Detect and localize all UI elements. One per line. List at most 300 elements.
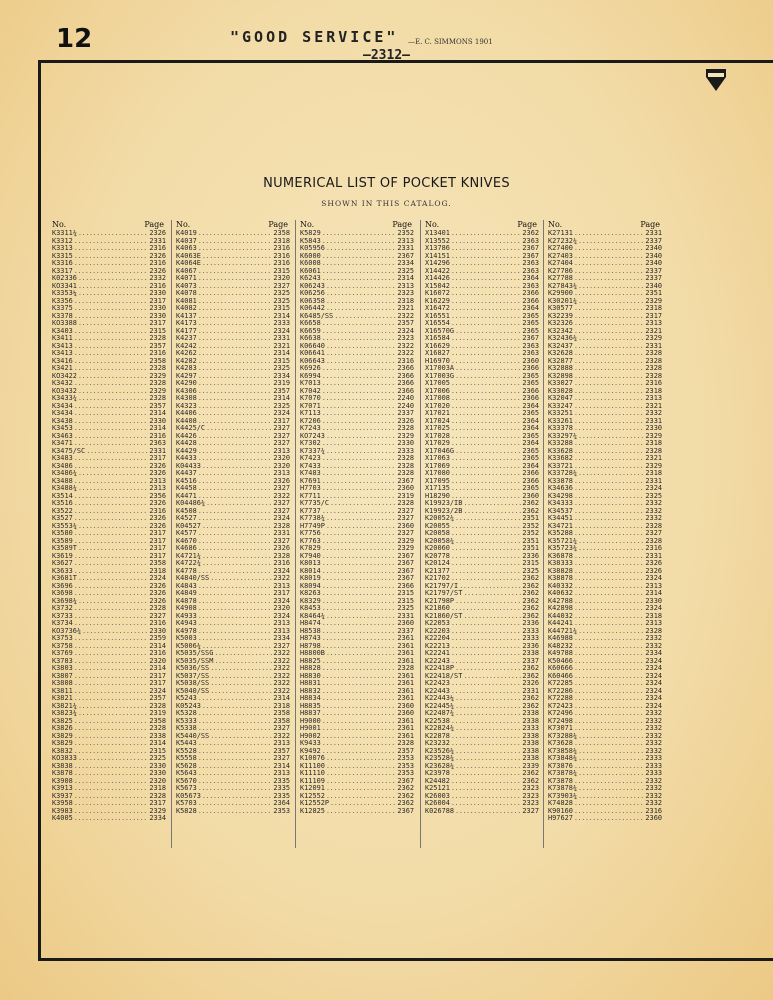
leader-dots: [206, 425, 272, 433]
knife-number: K06243: [300, 282, 325, 290]
knife-number: K5003: [176, 635, 197, 642]
knife-entry: [48, 688, 168, 696]
leader-dots: [455, 365, 521, 373]
leader-dots: [74, 238, 149, 246]
leader-dots: [198, 380, 273, 388]
knife-number: K7302: [300, 440, 321, 447]
knife-entry: [421, 635, 541, 643]
knife-entry: [296, 455, 416, 463]
knife-number: K3589: [52, 537, 73, 545]
catalog-page-ref: 2317: [149, 680, 166, 687]
catalog-page-ref: 2357: [273, 387, 290, 395]
knife-number: K27786: [548, 267, 573, 275]
catalog-page-ref: 2318: [645, 612, 662, 620]
catalog-page-ref: 2326: [149, 462, 166, 470]
leader-dots: [322, 253, 397, 261]
knife-entry: [48, 778, 168, 786]
catalog-page-ref: 2365: [522, 410, 539, 417]
catalog-page-ref: 2324: [149, 575, 166, 582]
knife-number: K7829: [300, 545, 321, 552]
catalog-page-ref: 2330: [149, 762, 166, 770]
knife-number: K06640: [300, 342, 325, 350]
masthead-title: "GOOD SERVICE": [230, 28, 399, 46]
knife-number: K3553¾: [52, 522, 77, 530]
catalog-page-ref: 2320: [149, 657, 166, 665]
leader-dots: [322, 695, 397, 703]
leader-dots: [198, 238, 273, 246]
knife-number: K20124: [425, 560, 450, 567]
knife-number: K23232: [425, 740, 450, 747]
knife-entry: [544, 710, 664, 718]
leader-dots: [202, 560, 272, 568]
knife-number: K4290: [176, 380, 197, 387]
knife-entry: [296, 620, 416, 628]
knife-entry: [296, 373, 416, 381]
knife-number: K3434: [52, 410, 73, 417]
knife-number: K7423: [300, 455, 321, 462]
catalog-page-ref: 2319: [397, 492, 414, 500]
knife-number: K33027: [548, 380, 573, 387]
catalog-page-ref: 2325: [397, 267, 414, 275]
knife-number: K4425/C: [176, 425, 206, 432]
knife-number: K12091: [300, 785, 325, 792]
catalog-page-ref: 2338: [522, 650, 539, 657]
knife-number: K22241: [425, 650, 450, 657]
catalog-page-ref: 2357: [149, 695, 166, 702]
knife-number: K22538: [425, 717, 450, 725]
leader-dots: [451, 568, 521, 576]
catalog-page-ref: 2365: [522, 485, 539, 492]
knife-number: K27232¾: [548, 237, 578, 245]
leader-dots: [74, 268, 149, 276]
catalog-page-ref: 2331: [645, 417, 662, 425]
leader-dots: [574, 530, 644, 538]
catalog-page-ref: 2363: [522, 260, 539, 267]
catalog-page-ref: 2329: [149, 807, 166, 815]
leader-dots: [463, 590, 521, 598]
knife-number: K3783: [52, 657, 73, 665]
catalog-page-ref: 2327: [522, 807, 539, 815]
catalog-page-ref: 2353: [273, 807, 290, 815]
catalog-page-ref: 2326: [149, 590, 166, 597]
knife-entry: [544, 485, 664, 493]
catalog-page-ref: 2358: [273, 230, 290, 237]
leader-dots: [78, 755, 148, 763]
leader-dots: [578, 298, 644, 306]
catalog-page-ref: 2332: [645, 777, 662, 785]
catalog-page-ref: 2326: [273, 545, 290, 552]
knife-number: K7337¾: [300, 447, 325, 455]
catalog-page-ref: 2360: [397, 522, 414, 530]
catalog-page-ref: 2322: [273, 492, 290, 500]
knife-entry: [48, 665, 168, 673]
knife-number: H8828: [300, 665, 321, 672]
catalog-page-ref: 2328: [149, 335, 166, 342]
knife-number: K3753: [52, 635, 73, 642]
catalog-page-ref: 2340: [645, 260, 662, 267]
knife-number: K3627: [52, 560, 73, 567]
knife-number: X17025: [425, 425, 450, 432]
catalog-page-ref: 2326: [149, 522, 166, 530]
knife-entry: [544, 245, 664, 253]
catalog-page-ref: 2330: [149, 305, 166, 312]
knife-entry: [48, 305, 168, 313]
catalog-page-ref: 2322: [273, 672, 290, 680]
knife-entry: [48, 425, 168, 433]
knife-entry: [296, 793, 416, 801]
leader-dots: [574, 673, 644, 681]
catalog-page-ref: 2333: [645, 755, 662, 762]
knife-entry: [421, 335, 541, 343]
knife-number: X17008: [425, 395, 450, 402]
leader-dots: [574, 493, 644, 501]
knife-entry: [172, 358, 292, 366]
leader-dots: [198, 433, 273, 441]
catalog-page-ref: 2357: [149, 402, 166, 410]
knife-number: K33628: [548, 447, 573, 455]
catalog-page-ref: 2333: [522, 725, 539, 732]
knife-number: K7763: [300, 537, 321, 545]
knife-number: K21860/ST: [425, 612, 463, 620]
knife-entry: [421, 493, 541, 501]
catalog-page-ref: 2329: [397, 432, 414, 440]
knife-entry: [172, 763, 292, 771]
knife-number: K3808: [52, 680, 73, 687]
knife-number: K3486¾: [52, 470, 77, 477]
knife-number: K4458: [176, 485, 197, 492]
catalog-page-ref: 2361: [397, 672, 414, 680]
knife-entry: [296, 260, 416, 268]
knife-number: K3696: [52, 582, 73, 590]
leader-dots: [322, 395, 397, 403]
leader-dots: [574, 568, 644, 576]
knife-entry: [296, 500, 416, 508]
knife-number: K3769: [52, 650, 73, 657]
catalog-page-ref: 2361: [397, 635, 414, 642]
knife-entry: [544, 643, 664, 651]
leader-dots: [451, 298, 521, 306]
knife-entry: [296, 605, 416, 613]
catalog-page-ref: 2315: [273, 357, 290, 365]
leader-dots: [574, 245, 644, 253]
knife-number: K3356: [52, 297, 73, 305]
knife-number: K35288: [548, 530, 573, 537]
knife-number: X16629: [425, 342, 450, 350]
leader-dots: [322, 470, 397, 478]
knife-number: K6243: [300, 275, 321, 282]
knife-entry: [48, 373, 168, 381]
leader-dots: [198, 418, 273, 426]
catalog-page-ref: 2334: [397, 260, 414, 267]
catalog-page-ref: 2318: [273, 237, 290, 245]
knife-number: K3514: [52, 492, 73, 500]
knife-number: K34721: [548, 522, 573, 530]
catalog-page-ref: 2328: [645, 537, 662, 545]
knife-number: K73878¾: [548, 785, 578, 792]
leader-dots: [451, 560, 521, 568]
leader-dots: [74, 635, 149, 643]
knife-entry: [48, 455, 168, 463]
leader-dots: [322, 238, 397, 246]
knife-entry: [172, 388, 292, 396]
knife-number: K20058¾: [425, 537, 455, 545]
knife-entry: [421, 665, 541, 673]
leader-dots: [202, 553, 272, 561]
knife-entry: [421, 568, 541, 576]
leader-dots: [330, 800, 396, 808]
catalog-page-ref: 2329: [149, 372, 166, 380]
catalog-page-ref: 2327: [273, 485, 290, 492]
leader-dots: [578, 628, 644, 636]
knife-entry: [48, 275, 168, 283]
leader-dots: [451, 358, 521, 366]
catalog-page-ref: 2314: [273, 350, 290, 357]
catalog-page-ref: 2319: [273, 380, 290, 387]
knife-entry: [172, 658, 292, 666]
leader-dots: [198, 403, 273, 411]
knife-entry: [544, 493, 664, 501]
knife-entry: [544, 635, 664, 643]
catalog-page-ref: 2317: [149, 320, 166, 327]
catalog-page-ref: 2340: [645, 245, 662, 252]
knife-number: K4173: [176, 320, 197, 327]
leader-dots: [210, 733, 272, 741]
index-column: [420, 220, 541, 848]
catalog-page-ref: 2325: [273, 402, 290, 410]
knife-entry: [172, 313, 292, 321]
catalog-page-ref: 2316: [645, 380, 662, 387]
catalog-page-ref: 2363: [522, 267, 539, 275]
catalog-page-ref: 2333: [522, 627, 539, 635]
knife-entry: [172, 665, 292, 673]
knife-entry: [48, 478, 168, 486]
knife-number: K5035/SSG: [176, 650, 214, 657]
knife-entry: [544, 695, 664, 703]
knife-number: K50466: [548, 657, 573, 665]
knife-number: K32898: [548, 372, 573, 380]
leader-dots: [198, 620, 273, 628]
leader-dots: [74, 763, 149, 771]
leader-dots: [322, 583, 397, 591]
catalog-page-ref: 2328: [273, 552, 290, 560]
leader-dots: [578, 793, 644, 801]
knife-number: K3411: [52, 335, 73, 342]
knife-number: K12552: [300, 792, 325, 800]
knife-number: K40332: [548, 582, 573, 590]
leader-dots: [198, 710, 273, 718]
leader-dots: [574, 313, 644, 321]
catalog-page-ref: 2316: [149, 260, 166, 267]
knife-number: X17020: [425, 402, 450, 410]
leader-dots: [74, 463, 149, 471]
knife-entry: [421, 268, 541, 276]
leader-dots: [451, 260, 521, 268]
knife-number: K3732: [52, 605, 73, 612]
leader-dots: [455, 763, 521, 771]
knife-number: K3311¾: [52, 230, 77, 237]
catalog-page-ref: 2360: [522, 492, 539, 500]
knife-entry: [421, 740, 541, 748]
knife-number: H8832: [300, 687, 321, 695]
knife-entry: [296, 808, 416, 816]
catalog-page-ref: 2317: [273, 590, 290, 597]
knife-number: K3829: [52, 732, 73, 740]
knife-number: K3619: [52, 552, 73, 560]
leader-dots: [455, 328, 521, 336]
knife-number: K7737: [300, 507, 321, 515]
leader-dots: [78, 373, 148, 381]
knife-number: K4262: [176, 350, 197, 357]
knife-number: K8019: [300, 575, 321, 582]
leader-dots: [74, 680, 149, 688]
catalog-page-ref: 2359: [149, 635, 166, 642]
catalog-page-ref: 2334: [645, 650, 662, 657]
catalog-page-ref: 2325: [273, 365, 290, 372]
knife-entry: [296, 658, 416, 666]
catalog-page-ref: 2326: [522, 680, 539, 687]
leader-dots: [574, 778, 644, 786]
leader-dots: [574, 695, 644, 703]
knife-number: K11100: [300, 762, 325, 770]
knife-number: K4237: [176, 335, 197, 342]
catalog-page-ref: 2327: [273, 500, 290, 507]
leader-dots: [451, 268, 521, 276]
knife-entry: [172, 298, 292, 306]
leader-dots: [574, 350, 644, 358]
knife-entry: [544, 605, 664, 613]
number-header: No.: [176, 220, 191, 229]
knife-number: X15042: [425, 282, 450, 290]
knife-entry: [544, 388, 664, 396]
knife-entry: [48, 815, 168, 823]
catalog-page-ref: 2367: [397, 777, 414, 785]
knife-number: K3832: [52, 747, 73, 755]
catalog-page-ref: 2366: [522, 395, 539, 402]
knife-number: K12825: [300, 807, 325, 815]
knife-number: K06442: [300, 305, 325, 312]
leader-dots: [198, 388, 273, 396]
knife-number: K3826: [52, 725, 73, 732]
knife-number: K4670: [176, 537, 197, 545]
catalog-page-ref: 2327: [645, 530, 662, 537]
catalog-page-ref: 2338: [149, 732, 166, 740]
knife-entry: [48, 643, 168, 651]
knife-entry: [172, 613, 292, 621]
knife-entry: [172, 500, 292, 508]
leader-dots: [322, 493, 397, 501]
leader-dots: [455, 515, 521, 523]
leader-dots: [574, 658, 644, 666]
catalog-page-ref: 2367: [397, 477, 414, 485]
catalog-page-ref: 2323: [522, 785, 539, 792]
catalog-page-ref: 2331: [645, 552, 662, 560]
leader-dots: [322, 658, 397, 666]
leader-dots: [198, 365, 273, 373]
knife-number: K21797/I: [425, 582, 459, 590]
leader-dots: [198, 800, 273, 808]
catalog-page-ref: 2366: [397, 387, 414, 395]
leader-dots: [451, 778, 521, 786]
knife-number: K23628¾: [425, 762, 455, 770]
catalog-page-ref: 2327: [273, 507, 290, 515]
catalog-page-ref: 2317: [149, 537, 166, 545]
catalog-page-ref: 2367: [397, 575, 414, 582]
knife-number: K6485/SS: [300, 312, 334, 320]
leader-dots: [210, 673, 272, 681]
leader-dots: [574, 523, 644, 531]
knife-entry: [172, 425, 292, 433]
leader-dots: [74, 410, 149, 418]
leader-dots: [330, 500, 396, 508]
catalog-page-ref: 2329: [645, 297, 662, 305]
knife-number: K4067: [176, 267, 197, 275]
catalog-page-ref: 2337: [645, 275, 662, 282]
knife-entry: [544, 433, 664, 441]
leader-dots: [451, 425, 521, 433]
knife-number: K4437: [176, 470, 197, 477]
catalog-page-ref: 2315: [273, 305, 290, 312]
knife-entry: [172, 410, 292, 418]
catalog-page-ref: 2317: [149, 530, 166, 537]
catalog-page-ref: 2328: [397, 470, 414, 477]
knife-number: K4686: [176, 545, 197, 552]
knife-number: K72286: [548, 687, 573, 695]
catalog-page-ref: 2315: [522, 560, 539, 567]
catalog-page-ref: 2331: [645, 477, 662, 485]
knife-number: X17006: [425, 387, 450, 395]
knife-number: K3633: [52, 567, 73, 575]
knife-number: K4078: [176, 290, 197, 297]
catalog-page-ref: 2331: [645, 342, 662, 350]
knife-entry: [296, 230, 416, 238]
knife-number: K3807: [52, 672, 73, 680]
number-header: No.: [52, 220, 67, 229]
knife-entry: [48, 493, 168, 501]
leader-dots: [326, 283, 396, 291]
knife-number: H7749P: [300, 522, 325, 530]
knife-entry: [172, 433, 292, 441]
column-header: [544, 220, 664, 230]
leader-dots: [322, 335, 397, 343]
knife-number: K36878: [548, 552, 573, 560]
leader-dots: [198, 268, 273, 276]
knife-entry: [296, 305, 416, 313]
leader-dots: [455, 755, 521, 763]
knife-entry: [172, 545, 292, 553]
leader-dots: [322, 530, 397, 538]
knife-number: K33721: [548, 462, 573, 470]
catalog-page-ref: 2362: [522, 575, 539, 582]
knife-entry: [48, 605, 168, 613]
catalog-page-ref: 2327: [273, 432, 290, 440]
catalog-page-ref: 2317: [645, 312, 662, 320]
knife-entry: [544, 455, 664, 463]
catalog-page-ref: 2367: [522, 335, 539, 342]
knife-number: K3821¾: [52, 702, 77, 710]
catalog-page-ref: 2316: [273, 560, 290, 567]
knife-number: KO3422: [52, 372, 77, 380]
knife-entry: [172, 583, 292, 591]
leader-dots: [198, 335, 273, 343]
knife-entry: [421, 688, 541, 696]
knife-entry: [544, 313, 664, 321]
knife-entry: [48, 328, 168, 336]
catalog-page-ref: 2327: [397, 530, 414, 537]
knife-entry: [544, 793, 664, 801]
knife-entry: [421, 358, 541, 366]
knife-entry: [296, 598, 416, 606]
catalog-page-ref: 2324: [645, 575, 662, 582]
